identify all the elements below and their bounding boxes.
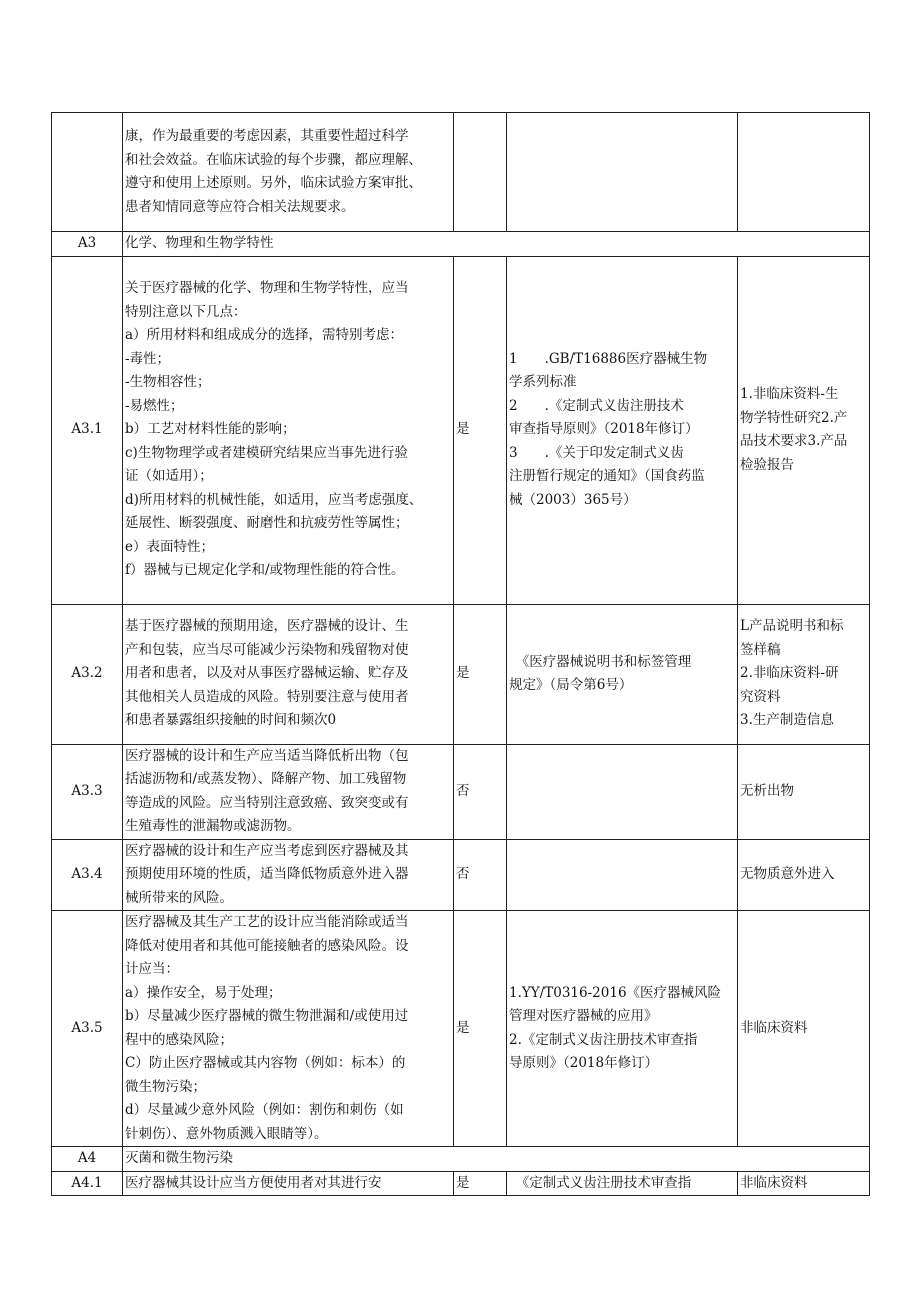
requirement-line: 医疗器械的设计和生产应当考虑到医疗器械及其 bbox=[125, 842, 409, 859]
requirement-cell bbox=[123, 1171, 454, 1196]
evidence-cell bbox=[738, 604, 870, 744]
requirement-line: 括滤沥物和/或蒸发物）、降解产物、加工残留物 bbox=[125, 771, 407, 787]
requirement-line: 特别注意以下几点： bbox=[125, 303, 247, 320]
table-row bbox=[52, 1171, 870, 1196]
standard-cell bbox=[507, 113, 738, 232]
requirement-cell bbox=[123, 113, 454, 232]
requirement-line: 预期使用环境的性质，适当降低物质意外进入器 bbox=[125, 866, 409, 882]
evidence-line: 品技术要求3.产品 bbox=[740, 433, 848, 449]
standard-cell bbox=[507, 256, 738, 604]
standard-line: 规定》（局令第6号） bbox=[509, 677, 633, 693]
table-row bbox=[52, 744, 870, 839]
evidence-line: 非临床资料 bbox=[740, 1174, 808, 1191]
standard-line: 《医疗器械说明书和标签管理 bbox=[509, 653, 692, 670]
evidence-line: 非临床资料 bbox=[740, 1019, 808, 1036]
standard-line: 导原则》（2018年修订） bbox=[509, 1055, 659, 1071]
clause-id-cell: A4.1 bbox=[52, 1171, 123, 1196]
applicable-cell: 是 bbox=[454, 604, 507, 744]
evidence-line: 签样稿 bbox=[740, 641, 781, 658]
clause-id-cell: A3.2 bbox=[52, 604, 123, 744]
requirement-line: 等造成的风险。应当特别注意致癌、致突变或有 bbox=[125, 794, 409, 811]
standard-line: 械（2003）365号） bbox=[509, 491, 637, 508]
requirement-line: 延展性、断裂强度、耐磨性和抗疲劳性等属性； bbox=[125, 515, 409, 532]
requirement-line: b）尽量减少医疗器械的微生物泄漏和/或使用过 bbox=[125, 1008, 409, 1024]
evidence-cell bbox=[738, 1171, 870, 1196]
section-title: 化学、物理和生物学特性 bbox=[123, 232, 870, 257]
section-row bbox=[52, 1147, 870, 1172]
standard-line: 3 .《关于印发定制式义齿 bbox=[509, 444, 684, 461]
section-row bbox=[52, 232, 870, 257]
evidence-line: 无析出物 bbox=[740, 782, 794, 799]
requirement-line: 遵守和使用上述原则。另外，临床试验方案审批、 bbox=[125, 175, 422, 191]
table-row bbox=[52, 113, 870, 232]
applicable-cell: 否 bbox=[454, 839, 507, 911]
requirement-line: d)所用材料的机械性能，如适用，应当考虑强度、 bbox=[125, 491, 423, 508]
standard-cell bbox=[507, 604, 738, 744]
clause-id-cell: A3.4 bbox=[52, 839, 123, 911]
requirement-line: c)生物物理学或者建模研究结果应当事先进行验 bbox=[125, 444, 408, 461]
evidence-line: 究资料 bbox=[740, 688, 781, 705]
evidence-cell bbox=[738, 256, 870, 604]
requirement-line: 基于医疗器械的预期用途，医疗器械的设计、生 bbox=[125, 618, 409, 635]
requirement-cell bbox=[123, 256, 454, 604]
standard-cell bbox=[507, 1171, 738, 1196]
evidence-line: 3.生产制造信息 bbox=[740, 712, 834, 729]
evidence-line: 1.非临床资料-生 bbox=[740, 386, 839, 402]
applicable-cell: 是 bbox=[454, 1171, 507, 1196]
section-title: 灭菌和微生物污染 bbox=[123, 1147, 870, 1172]
requirement-line: C）防止医疗器械或其内容物（例如：标本）的 bbox=[125, 1055, 406, 1071]
requirement-line: a）操作安全，易于处理； bbox=[125, 984, 282, 1001]
applicable-cell: 否 bbox=[454, 744, 507, 839]
clause-id-cell: A3.3 bbox=[52, 744, 123, 839]
requirement-cell bbox=[123, 744, 454, 839]
requirement-line: 降低对使用者和其他可能接触者的感染风险。设 bbox=[125, 937, 409, 954]
section-id-cell: A4 bbox=[52, 1147, 123, 1172]
requirement-line: 生殖毒性的泄漏物或滤沥物。 bbox=[125, 818, 301, 834]
evidence-line: 2.非临床资料-研 bbox=[740, 665, 839, 682]
requirement-line: 医疗器械其设计应当方便使用者对其进行安 bbox=[125, 1174, 382, 1191]
requirement-line: d）尽量减少意外风险（例如：割伤和刺伤（如 bbox=[125, 1102, 404, 1118]
requirement-line: 用者和患者，以及对从事医疗器械运输、贮存及 bbox=[125, 665, 409, 682]
requirement-line: 微生物污染； bbox=[125, 1078, 206, 1095]
evidence-line: 物学特性研究2.产 bbox=[740, 409, 848, 426]
standard-line: 审查指导原则》（2018年修订） bbox=[509, 421, 699, 438]
applicable-cell: 是 bbox=[454, 911, 507, 1147]
standard-cell bbox=[507, 744, 738, 839]
requirement-line: -毒性； bbox=[125, 350, 171, 367]
requirement-line: 和社会效益。在临床试验的每个步骤，都应理解、 bbox=[125, 151, 422, 168]
standard-line: 1.YY/T0316-2016《医疗器械风险 bbox=[509, 984, 722, 1001]
requirement-line: 针刺伤）、意外物质溅入眼睛等）。 bbox=[125, 1125, 328, 1142]
standard-line: 1 .GB/T16886医疗器械生物 bbox=[509, 350, 708, 367]
standard-cell bbox=[507, 839, 738, 911]
requirement-line: a）所用材料和组成成分的选择，需特别考虑： bbox=[125, 327, 404, 344]
clause-id-cell: A3.5 bbox=[52, 911, 123, 1147]
requirement-line: 患者知情同意等应符合相关法规要求。 bbox=[125, 198, 355, 215]
standard-line: 管理对医疗器械的应用》 bbox=[509, 1008, 658, 1024]
requirement-line: -易燃性； bbox=[125, 397, 184, 414]
clause-id-cell bbox=[52, 113, 123, 232]
requirement-line: 医疗器械的设计和生产应当适当降低析出物（包 bbox=[125, 747, 409, 764]
requirement-line: f）器械与已规定化学和/或物理性能的符合性。 bbox=[125, 562, 405, 579]
section-id-cell: A3 bbox=[52, 232, 123, 257]
requirement-line: -生物相容性； bbox=[125, 374, 211, 391]
clause-id-cell: A3.1 bbox=[52, 256, 123, 604]
standard-line: 2.《定制式义齿注册技术审查指 bbox=[509, 1031, 698, 1048]
applicable-cell bbox=[454, 113, 507, 232]
requirement-line: b）工艺对材料性能的影响； bbox=[125, 421, 296, 438]
table-row bbox=[52, 604, 870, 744]
requirement-line: 程中的感染风险； bbox=[125, 1031, 233, 1048]
requirement-line: 其他相关人员造成的风险。特别要注意与使用者 bbox=[125, 688, 409, 705]
requirement-line: 医疗器械及其生产工艺的设计应当能消除或适当 bbox=[125, 914, 409, 930]
evidence-cell bbox=[738, 113, 870, 232]
standard-line: 注册暂行规定的通知》（国食药监 bbox=[509, 468, 705, 485]
requirement-line: e）表面特性； bbox=[125, 538, 214, 555]
table-row bbox=[52, 911, 870, 1147]
evidence-cell bbox=[738, 911, 870, 1147]
standard-cell bbox=[507, 911, 738, 1147]
requirements-table bbox=[51, 112, 870, 1196]
table-row bbox=[52, 256, 870, 604]
requirement-line: 和患者暴露组织接触的时间和频次0 bbox=[125, 712, 337, 729]
requirement-line: 计应当： bbox=[125, 961, 179, 977]
standard-line: 《定制式义齿注册技术审查指 bbox=[509, 1174, 692, 1191]
table-row bbox=[52, 839, 870, 911]
evidence-cell bbox=[738, 839, 870, 911]
requirement-line: 证（如适用）； bbox=[125, 468, 213, 485]
evidence-cell bbox=[738, 744, 870, 839]
requirement-line: 关于医疗器械的化学、物理和生物学特性，应当 bbox=[125, 280, 409, 297]
evidence-line: 无物质意外进入 bbox=[740, 866, 835, 882]
applicable-cell: 是 bbox=[454, 256, 507, 604]
standard-line: 学系列标准 bbox=[509, 374, 577, 391]
evidence-line: L产品说明书和标 bbox=[740, 618, 844, 635]
evidence-line: 检验报告 bbox=[740, 456, 794, 473]
requirement-cell bbox=[123, 911, 454, 1147]
requirement-line: 产和包装，应当尽可能减少污染物和残留物对使 bbox=[125, 641, 409, 658]
requirement-line: 康，作为最重要的考虑因素，其重要性超过科学 bbox=[125, 128, 409, 144]
standard-line: 2 .《定制式义齿注册技术 bbox=[509, 397, 684, 414]
requirement-cell bbox=[123, 604, 454, 744]
requirement-line: 械所带来的风险。 bbox=[125, 889, 233, 906]
requirement-cell bbox=[123, 839, 454, 911]
